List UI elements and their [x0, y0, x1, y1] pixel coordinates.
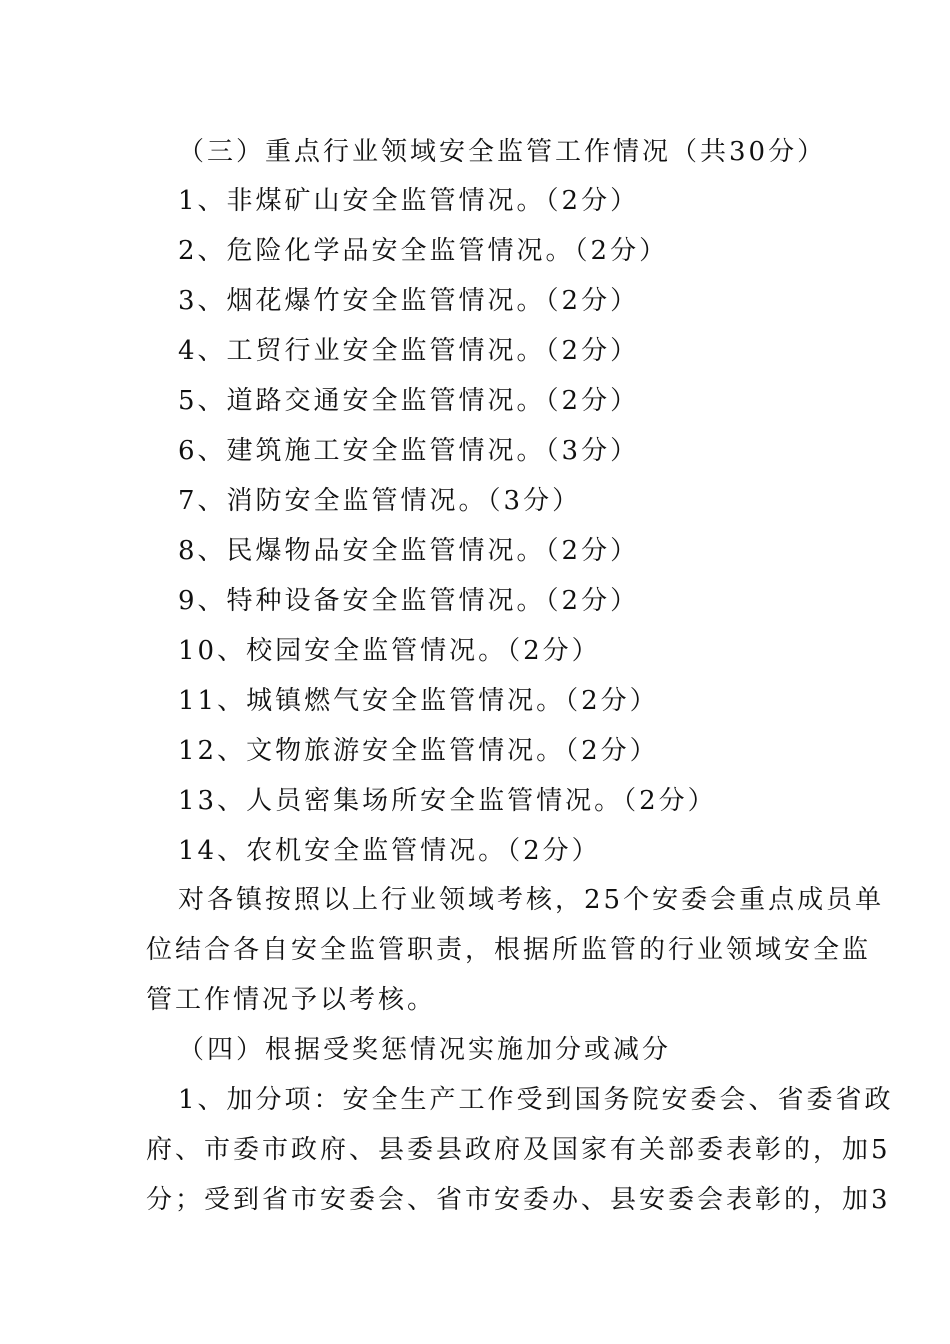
list-item: 8、民爆物品安全监管情况。（2分）	[178, 536, 640, 566]
list-item: 5、道路交通安全监管情况。（2分）	[178, 386, 640, 416]
list-item: 7、消防安全监管情况。（3分）	[178, 486, 582, 516]
list-item: 10、校园安全监管情况。（2分）	[178, 636, 601, 666]
list-item: 2、危险化学品安全监管情况。（2分）	[178, 236, 669, 266]
list-item: 9、特种设备安全监管情况。（2分）	[178, 586, 640, 616]
list-item: 14、农机安全监管情况。（2分）	[178, 836, 601, 866]
paragraph-line: 对各镇按照以上行业领域考核，25个安委会重点成员单	[178, 885, 885, 915]
list-item: 4、工贸行业安全监管情况。（2分）	[178, 336, 640, 366]
section-3-heading: （三）重点行业领域安全监管工作情况（共30分）	[178, 137, 827, 167]
list-item: 3、烟花爆竹安全监管情况。（2分）	[178, 286, 640, 316]
list-item: 12、文物旅游安全监管情况。（2分）	[178, 736, 659, 766]
list-item: 11、城镇燃气安全监管情况。（2分）	[178, 686, 659, 716]
list-item: 1、非煤矿山安全监管情况。（2分）	[178, 186, 640, 216]
paragraph-line: 1、加分项：安全生产工作受到国务院安委会、省委省政	[178, 1085, 894, 1115]
section-4-heading: （四）根据受奖惩情况实施加分或减分	[178, 1035, 672, 1065]
paragraph-line: 管工作情况予以考核。	[146, 985, 437, 1015]
paragraph-line: 府、市委市政府、县委县政府及国家有关部委表彰的，加5	[146, 1135, 891, 1165]
list-item: 6、建筑施工安全监管情况。（3分）	[178, 436, 640, 466]
list-item: 13、人员密集场所安全监管情况。（2分）	[178, 786, 717, 816]
paragraph-line: 分；受到省市安委会、省市安委办、县安委会表彰的，加3	[146, 1185, 891, 1215]
paragraph-line: 位结合各自安全监管职责，根据所监管的行业领域安全监	[146, 935, 872, 965]
